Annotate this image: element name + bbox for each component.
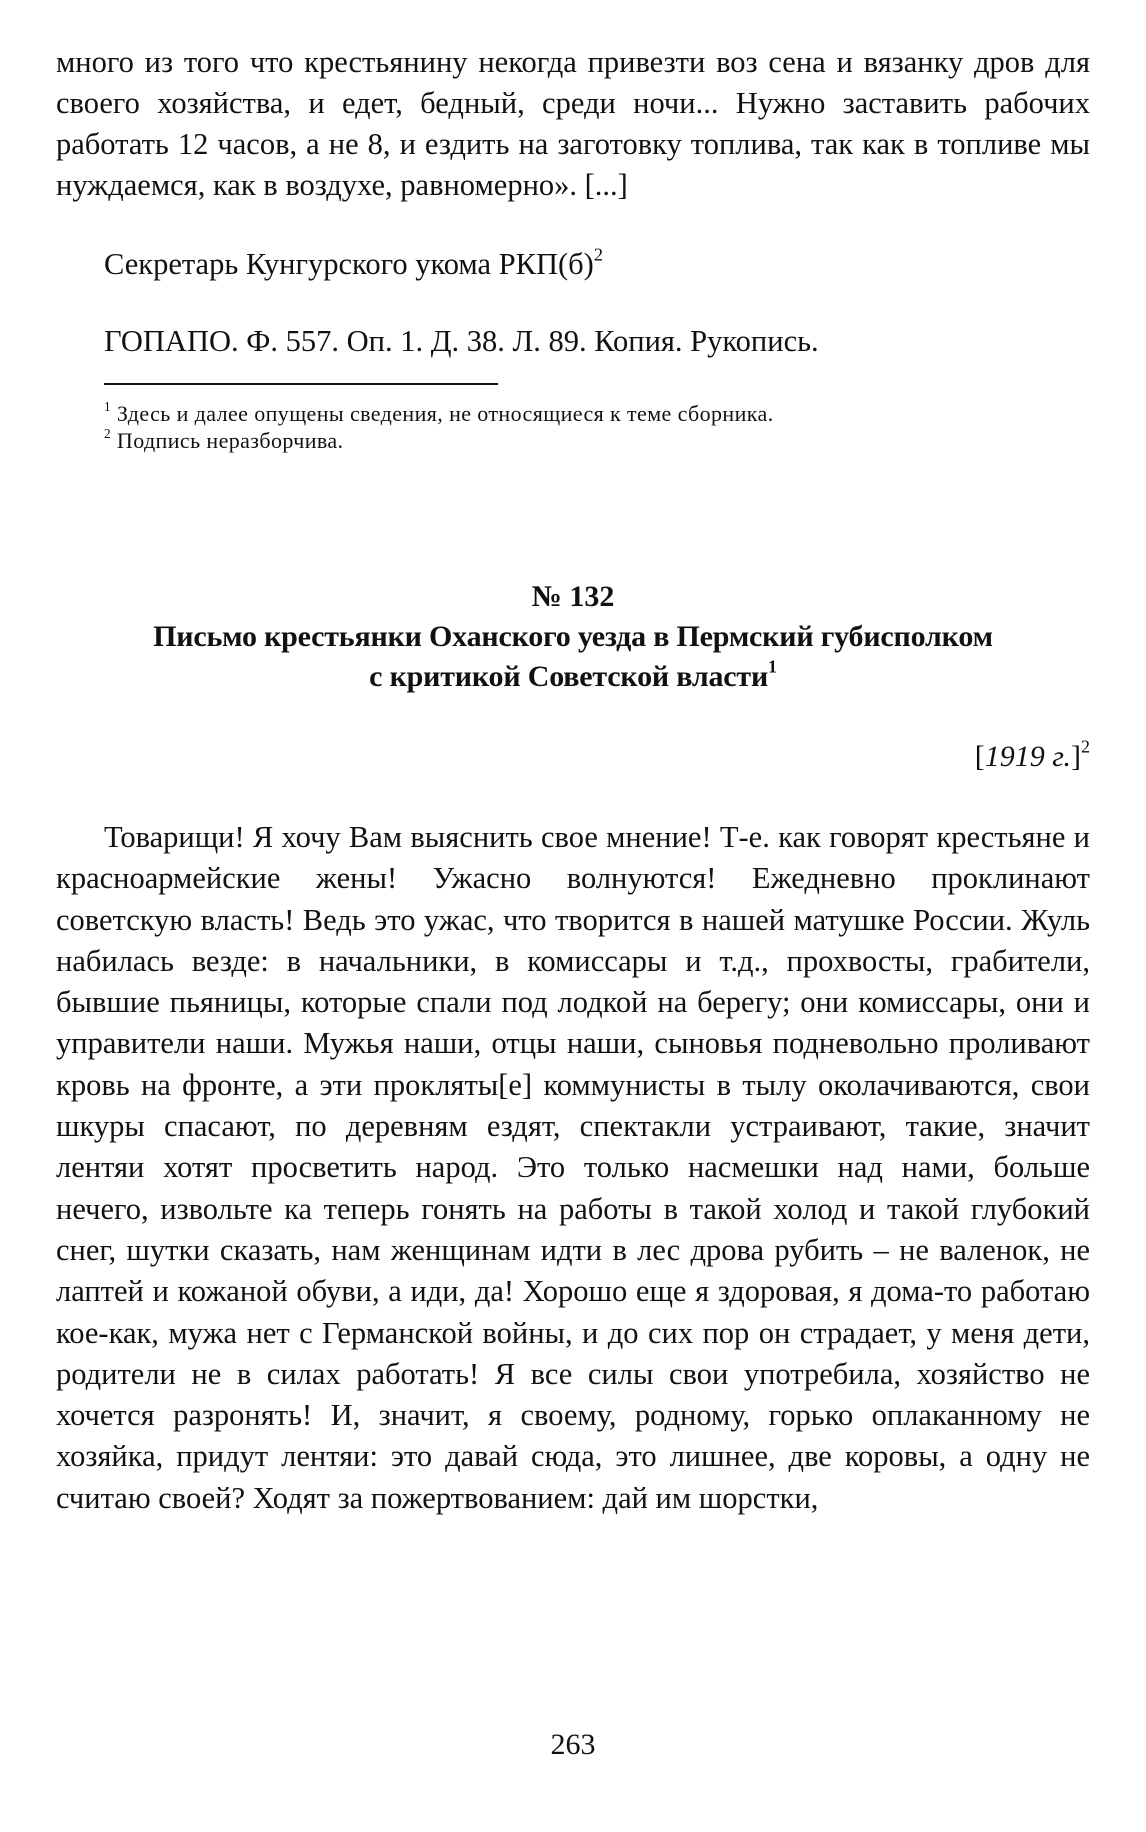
book-page — [56, 42, 1090, 1550]
footnote-mark: 2 — [104, 426, 111, 442]
archive-reference: ГОПАПО. Ф. 557. Оп. 1. Д. 38. Л. 89. Копия. Рукопись. — [104, 324, 819, 358]
page-number: 263 — [550, 1728, 596, 1761]
footnote-mark: 1 — [104, 399, 111, 415]
date-bracket-open: [ — [974, 740, 985, 773]
date-note-mark: 2 — [1081, 736, 1090, 757]
continuation-paragraph: много из того что крестьянину некогда привезти воз сена и вязанку дров для своего хозяйства, и едет, бедный, среди ночи... Нужно заставить рабочих работать 12 часов, а не 8, и ездить на заготовку топлива, так как в топливе мы нуждаемся, как в воздухе, равномерно». [...] — [56, 45, 1090, 202]
document-title-text: с критикой Советской власти — [369, 660, 769, 693]
footnote-text: Здесь и далее опущены сведения, не относящиеся к теме сборника. — [116, 401, 774, 426]
footnotes — [104, 400, 1090, 454]
document-title-line-1: Письмо крестьянки Оханского уезда в Пермский губисполком — [153, 620, 993, 653]
document-number: № 132 — [531, 580, 615, 613]
footnote — [104, 400, 1090, 427]
date-bracket-close: ] — [1071, 740, 1081, 773]
document-date — [56, 737, 1090, 777]
date-text: 1919 г. — [984, 740, 1071, 773]
footnote-divider — [104, 383, 498, 385]
letter-body: Товарищи! Я хочу Вам выяснить свое мнение! Т-е. как говорят крестьяне и красноармейские жены! Ужасно волнуются! Ежедневно проклинают советскую власть! Ведь это ужас, что творится в нашей матушке России. Жуль набилась везде: в начальники, в комиссары и т.д., прохвосты, грабители, бывшие пьяницы, которые спали под лодкой на берегу; они комиссары, они и управители наши. Мужья наши, отцы наши, сыновья подневольно проливают кровь на фронте, а эти прокляты[е] коммунисты в тылу околачиваются, свои шкуры спасают, по деревням ездят, спектакли устраивают, такие, значит лентяи хотят просветить народ. Это только насмешки над нами, больше нечего, извольте ка теперь гонять на работы в такой холод и такой глубокий снег, шутки сказать, нам женщинам идти в лес дрова рубить – не валенок, не лаптей и кожаной обуви, а иди, да! Хорошо еще я здоровая, я дома-то работаю кое-как, мужа нет с Германской войны, и до сих пор он страдает, у меня дети, родители не в силах работать! Я все силы свои употребила, хозяйство не хочется разронять! И, значит, я своему, родному, горько оплаканному не хозяйка, придут лентяи: это давай сюда, это лишнее, две коровы, а одну не считаю своей? Ходят за пожертвованием: дай им шорстки, — [56, 820, 1090, 1515]
footnote — [104, 427, 1090, 454]
signature-line — [104, 244, 1090, 285]
title-note-mark: 1 — [768, 656, 777, 677]
document-title-line-2 — [56, 657, 1090, 697]
signature-note-mark: 2 — [593, 244, 603, 265]
signature-text: Секретарь Кунгурского укома РКП(б) — [104, 247, 594, 281]
footnote-text: Подпись неразборчива. — [116, 428, 344, 453]
